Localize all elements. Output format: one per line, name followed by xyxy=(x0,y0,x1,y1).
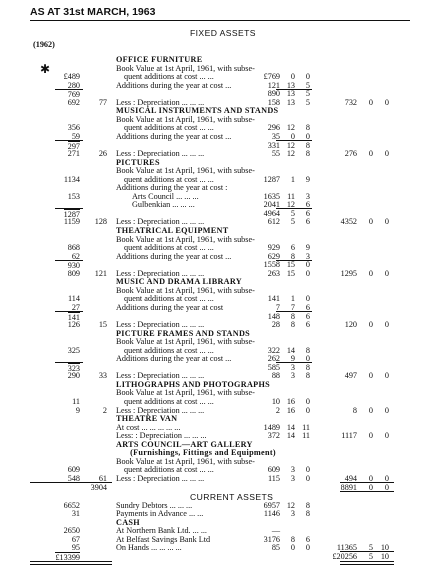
amount-cp: 890 xyxy=(267,89,280,99)
amount-cp: 88 xyxy=(271,371,280,381)
row-label: Additions during the year at cost ... xyxy=(116,251,232,261)
subtotal-rule xyxy=(276,208,312,209)
amount-tp: £20256 xyxy=(332,551,357,561)
amount-cd: 5 xyxy=(305,97,310,107)
amount-cd: 9 xyxy=(305,243,310,253)
amount-cp: 7 xyxy=(275,302,280,312)
prior-total-rule xyxy=(30,482,112,483)
amount-ts: 0 xyxy=(368,320,373,330)
amount-cd: 5 xyxy=(305,80,310,90)
amount-cp: 1558 xyxy=(263,260,280,270)
row-label: Book Value at 1st April, 1961, with subse- xyxy=(116,388,255,398)
amount-cp: 609 xyxy=(267,465,280,475)
row-label: quent additions at cost ... ... xyxy=(124,243,214,253)
amount-py1: 11 xyxy=(72,397,80,406)
amount-cp: 141 xyxy=(267,294,280,304)
amount-py1: 2650 xyxy=(63,526,80,536)
row-label: Less : Depreciation ... ... ... xyxy=(116,473,205,483)
amount-cs: 12 xyxy=(286,500,295,510)
amount-cp: 322 xyxy=(267,345,280,355)
row-label: On Hands ... ... ... ... xyxy=(116,543,182,553)
row-label: Book Value at 1st April, 1961, with subse- xyxy=(116,456,255,466)
amount-cs: 5 xyxy=(290,208,295,218)
amount-py1: 356 xyxy=(67,123,80,133)
amount-cd: 8 xyxy=(305,123,310,133)
amount-cd: 0 xyxy=(305,405,310,415)
row-label: quent additions at cost ... ... xyxy=(124,294,214,304)
row-label: THEATRE VAN xyxy=(116,414,178,424)
amount-py2: 61 xyxy=(98,473,107,483)
amount-cp: 6957 xyxy=(263,500,280,510)
row-label: Additions during the year at cost : xyxy=(116,183,228,193)
row-label: CASH xyxy=(116,517,140,527)
amount-cs: 15 xyxy=(286,268,295,278)
amount-cs: 0 xyxy=(290,72,295,82)
amount-cp: — xyxy=(271,526,280,536)
amount-py1: 280 xyxy=(67,80,80,90)
amount-cd: 0 xyxy=(305,260,310,270)
amount-py2: 3904 xyxy=(90,482,107,492)
amount-cs: 5 xyxy=(290,217,295,227)
row-label: quent additions at cost ... ... xyxy=(124,345,214,355)
amount-ts: 0 xyxy=(368,97,373,107)
amount-cp: 1287 xyxy=(263,174,280,184)
amount-cs: 12 xyxy=(286,200,295,210)
amount-py1: 62 xyxy=(71,251,80,261)
amount-cp: 296 xyxy=(267,123,280,133)
amount-td: 10 xyxy=(380,543,389,553)
amount-cd: 8 xyxy=(305,509,310,519)
amount-py1: 609 xyxy=(67,465,80,475)
amount-tp: 1295 xyxy=(340,268,357,278)
amount-py1: 930 xyxy=(67,261,80,271)
amount-py2: 128 xyxy=(94,217,107,227)
row-label: quent additions at cost ... ... xyxy=(124,123,214,133)
row-label: Less : Depreciation ... ... ... xyxy=(116,405,205,415)
amount-tp: 120 xyxy=(344,320,357,330)
amount-cp: 55 xyxy=(271,149,280,159)
amount-cs: 12 xyxy=(286,140,295,150)
amount-cd: 0 xyxy=(305,397,310,406)
amount-cs: 3 xyxy=(290,371,295,381)
amount-cd: 8 xyxy=(305,371,310,381)
amount-tp: 4352 xyxy=(340,217,357,227)
prior-subtotal-rule xyxy=(55,208,83,209)
row-label: ARTS COUNCIL—ART GALLERY xyxy=(116,439,253,449)
amount-ts: 5 xyxy=(368,551,373,561)
amount-cp: 372 xyxy=(267,431,280,441)
amount-cd: 0 xyxy=(305,131,310,141)
amount-cd: 5 xyxy=(305,89,310,99)
amount-td: 0 xyxy=(384,371,389,381)
amount-td: 0 xyxy=(384,473,389,483)
amount-cs: 14 xyxy=(286,431,295,441)
amount-py1: 1134 xyxy=(63,174,80,184)
row-label: Payments in Advance ... ... xyxy=(116,509,204,519)
amount-td: 10 xyxy=(380,551,389,561)
prior-subtotal-rule xyxy=(55,311,83,312)
amount-cs: 6 xyxy=(290,243,295,253)
row-label: (Furnishings, Fittings and Equipment) xyxy=(130,448,276,458)
amount-py1: 548 xyxy=(67,473,80,483)
prior-total-rule xyxy=(30,561,112,565)
amount-cd: 0 xyxy=(305,473,310,483)
amount-py1: 692 xyxy=(67,97,80,107)
subtotal-rule xyxy=(276,260,312,261)
subtotal-rule xyxy=(276,311,312,312)
prior-year-label: (1962) xyxy=(33,40,55,49)
amount-py1: 59 xyxy=(71,131,80,141)
amount-tp: 1117 xyxy=(341,431,357,441)
prior-subtotal-rule xyxy=(55,89,83,90)
fixed-assets-title: FIXED ASSETS xyxy=(190,28,256,38)
row-label: quent additions at cost ... ... xyxy=(124,397,214,406)
amount-td: 0 xyxy=(384,268,389,278)
amount-cd: 6 xyxy=(305,302,310,312)
row-label: OFFICE FURNITURE xyxy=(116,55,203,64)
amount-cd: 6 xyxy=(305,311,310,321)
row-label: LITHOGRAPHS AND PHOTOGRAPHS xyxy=(116,379,270,389)
amount-tp: 494 xyxy=(344,473,357,483)
amount-cs: 12 xyxy=(286,123,295,133)
current-assets-title: CURRENT ASSETS xyxy=(190,492,274,503)
amount-cs: 1 xyxy=(290,174,295,184)
amount-cd: 8 xyxy=(305,149,310,159)
ink-blot-mark: ✱ xyxy=(40,62,51,76)
amount-py1: 6652 xyxy=(63,500,80,510)
amount-py1: 297 xyxy=(67,141,80,151)
amount-cs: 3 xyxy=(290,362,295,372)
amount-cp: £769 xyxy=(263,72,280,82)
amount-py1: 325 xyxy=(67,345,80,355)
amount-cs: 11 xyxy=(287,191,295,201)
amount-cp: 3176 xyxy=(263,534,280,544)
total-rule xyxy=(340,561,394,565)
row-label: Sundry Debtors ... ... ... xyxy=(116,500,193,510)
amount-td: 0 xyxy=(384,320,389,330)
amount-ts: 0 xyxy=(368,473,373,483)
row-label: Less : Depreciation ... ... ... xyxy=(116,149,205,159)
row-label: Book Value at 1st April, 1961, with subse- xyxy=(116,166,255,176)
subtotal-rule xyxy=(276,140,312,141)
subtotal-rule xyxy=(276,362,312,363)
amount-cs: 8 xyxy=(290,251,295,261)
row-label: Gulbenkian ... ... ... xyxy=(132,200,195,210)
row-label: Additions during the year at cost xyxy=(116,302,224,312)
amount-cd: 0 xyxy=(305,543,310,553)
amount-cs: 9 xyxy=(290,354,295,364)
amount-cd: 6 xyxy=(305,534,310,544)
row-label: Additions during the year at cost ... xyxy=(116,80,232,90)
row-label: Additions during the year at cost ... xyxy=(116,131,232,141)
row-label: Book Value at 1st April, 1961, with subse- xyxy=(116,285,255,295)
amount-py1: 67 xyxy=(71,534,80,544)
total-underline xyxy=(340,491,394,492)
amount-py2: 121 xyxy=(94,268,107,278)
amount-cd: 8 xyxy=(305,140,310,150)
amount-tp: 276 xyxy=(344,149,357,159)
row-label: quent additions at cost ... ... xyxy=(124,72,214,82)
amount-py1: 290 xyxy=(67,371,80,381)
amount-cs: 13 xyxy=(286,97,295,107)
amount-cd: 11 xyxy=(302,422,310,432)
amount-cs: 16 xyxy=(286,405,295,415)
amount-cp: 1635 xyxy=(263,191,280,201)
amount-cs: 1 xyxy=(290,294,295,304)
row-label: Less : Depreciation ... ... ... xyxy=(116,217,205,227)
amount-cd: 0 xyxy=(305,354,310,364)
amount-cs: 3 xyxy=(290,473,295,483)
amount-cp: 158 xyxy=(267,97,280,107)
amount-cd: 9 xyxy=(305,174,310,184)
amount-cs: 15 xyxy=(286,260,295,270)
amount-py1: 323 xyxy=(67,363,80,373)
subtotal-rule xyxy=(276,89,312,90)
amount-tp: 8 xyxy=(352,405,357,415)
amount-ts: 5 xyxy=(368,543,373,553)
amount-cp: 331 xyxy=(267,140,280,150)
amount-py1: 271 xyxy=(67,149,80,159)
amount-py1: 1287 xyxy=(63,209,80,219)
amount-py1: 95 xyxy=(71,543,80,553)
amount-cd: 3 xyxy=(305,251,310,261)
amount-py1: 31 xyxy=(71,509,80,519)
row-label: Book Value at 1st April, 1961, with subse- xyxy=(116,63,255,73)
amount-cp: 115 xyxy=(268,473,280,483)
amount-ts: 0 xyxy=(368,268,373,278)
amount-cd: 0 xyxy=(305,465,310,475)
row-label: At Northern Bank Ltd. ... ... xyxy=(116,526,207,536)
amount-cd: 0 xyxy=(305,72,310,82)
row-label: quent additions at cost ... ... xyxy=(124,174,214,184)
row-label: PICTURES xyxy=(116,157,160,167)
amount-tp: 11365 xyxy=(336,543,357,553)
amount-tp: 732 xyxy=(344,97,357,107)
total-rule xyxy=(340,482,394,483)
amount-cs: 8 xyxy=(290,311,295,321)
amount-ts: 0 xyxy=(368,431,373,441)
amount-cs: 8 xyxy=(290,320,295,330)
amount-cp: 262 xyxy=(267,354,280,364)
amount-cp: 10 xyxy=(271,397,280,406)
prior-subtotal-rule xyxy=(55,260,83,261)
amount-cp: 35 xyxy=(271,131,280,141)
amount-py1: 9 xyxy=(75,405,80,415)
amount-cp: 121 xyxy=(267,80,280,90)
amount-td: 0 xyxy=(384,97,389,107)
amount-cp: 1146 xyxy=(263,509,280,519)
row-label: Arts Council ... ... ... xyxy=(132,191,199,201)
amount-td: 0 xyxy=(384,482,389,492)
amount-cd: 0 xyxy=(305,268,310,278)
amount-td: 0 xyxy=(384,431,389,441)
prior-subtotal-rule xyxy=(55,140,83,141)
amount-cp: 4964 xyxy=(263,208,280,218)
amount-td: 0 xyxy=(384,405,389,415)
amount-py2: 33 xyxy=(98,371,107,381)
amount-py1: 153 xyxy=(67,191,80,201)
amount-py1: 126 xyxy=(67,320,80,330)
amount-cd: 3 xyxy=(305,191,310,201)
amount-cd: 8 xyxy=(305,362,310,372)
row-label: Less : Depreciation ... ... ... xyxy=(116,97,205,107)
amount-cs: 16 xyxy=(286,397,295,406)
amount-py1: 114 xyxy=(68,294,80,304)
row-label: quent additions at cost ... ... xyxy=(124,465,214,475)
amount-ts: 0 xyxy=(368,371,373,381)
amount-py1: 1159 xyxy=(63,217,80,227)
amount-py1: 868 xyxy=(67,243,80,253)
amount-cp: 2 xyxy=(275,405,280,415)
amount-py1: £489 xyxy=(63,72,80,82)
amount-tp: 8891 xyxy=(340,482,357,492)
page-header: AS AT 31st MARCH, 1963 xyxy=(30,6,410,21)
amount-cp: 929 xyxy=(267,243,280,253)
row-label: THEATRICAL EQUIPMENT xyxy=(116,226,229,235)
amount-ts: 0 xyxy=(368,149,373,159)
prior-subtotal-rule xyxy=(55,362,83,363)
row-label: PICTURE FRAMES AND STANDS xyxy=(116,328,251,338)
amount-py1: £13399 xyxy=(55,552,80,562)
amount-cd: 6 xyxy=(305,200,310,210)
amount-cs: 12 xyxy=(286,149,295,159)
amount-cd: 6 xyxy=(305,320,310,330)
row-label: MUSIC AND DRAMA LIBRARY xyxy=(116,277,243,287)
row-label: Book Value at 1st April, 1961, with subse- xyxy=(116,234,255,244)
amount-cs: 14 xyxy=(286,345,295,355)
amount-py1: 141 xyxy=(67,312,80,322)
amount-cs: 14 xyxy=(286,422,295,432)
amount-cd: 8 xyxy=(305,500,310,510)
amount-cp: 28 xyxy=(271,320,280,330)
row-label: Book Value at 1st April, 1961, with subse- xyxy=(116,337,255,347)
amount-py2: 15 xyxy=(98,320,107,330)
amount-td: 0 xyxy=(384,217,389,227)
amount-py1: 769 xyxy=(67,90,80,100)
row-label: At Belfast Savings Bank Ltd xyxy=(116,534,211,544)
amount-tp: 497 xyxy=(344,371,357,381)
amount-ts: 0 xyxy=(368,405,373,415)
amount-cs: 13 xyxy=(286,89,295,99)
amount-ts: 0 xyxy=(368,217,373,227)
row-label: Additions during the year at cost ... xyxy=(116,354,232,364)
amount-py2: 2 xyxy=(102,405,107,415)
amount-ts: 0 xyxy=(368,482,373,492)
row-label: Less : Depreciation ... ... ... xyxy=(116,320,205,330)
amount-py2: 26 xyxy=(98,149,107,159)
row-label: Less: : Depreciation ... ... ... xyxy=(116,431,207,441)
amount-cd: 8 xyxy=(305,345,310,355)
amount-py1: 809 xyxy=(67,268,80,278)
amount-cd: 6 xyxy=(305,217,310,227)
amount-cp: 148 xyxy=(267,311,280,321)
row-label: Less : Depreciation ... ... ... xyxy=(116,371,205,381)
amount-cs: 13 xyxy=(286,80,295,90)
amount-cp: 263 xyxy=(267,268,280,278)
amount-cs: 0 xyxy=(290,131,295,141)
amount-td: 0 xyxy=(384,149,389,159)
row-label: Less : Depreciation ... ... ... xyxy=(116,268,205,278)
amount-cp: 85 xyxy=(271,543,280,553)
amount-cp: 629 xyxy=(267,251,280,261)
amount-cs: 3 xyxy=(290,465,295,475)
amount-py2: 77 xyxy=(98,97,107,107)
amount-cs: 7 xyxy=(290,302,295,312)
amount-cs: 3 xyxy=(290,509,295,519)
row-label: Book Value at 1st April, 1961, with subse- xyxy=(116,114,255,124)
row-label: At cost ... ... ... ... ... xyxy=(116,422,181,432)
amount-cp: 1489 xyxy=(263,422,280,432)
amount-py1: 27 xyxy=(71,302,80,312)
grand-total-overline xyxy=(340,551,394,552)
amount-cp: 585 xyxy=(267,362,280,372)
amount-cd: 0 xyxy=(305,294,310,304)
row-label: MUSICAL INSTRUMENTS AND STANDS xyxy=(116,106,279,116)
amount-cs: 8 xyxy=(290,534,295,544)
amount-cp: 2041 xyxy=(263,200,280,210)
amount-cd: 6 xyxy=(305,208,310,218)
amount-cp: 612 xyxy=(267,217,280,227)
amount-cs: 0 xyxy=(290,543,295,553)
amount-cd: 11 xyxy=(302,431,310,441)
